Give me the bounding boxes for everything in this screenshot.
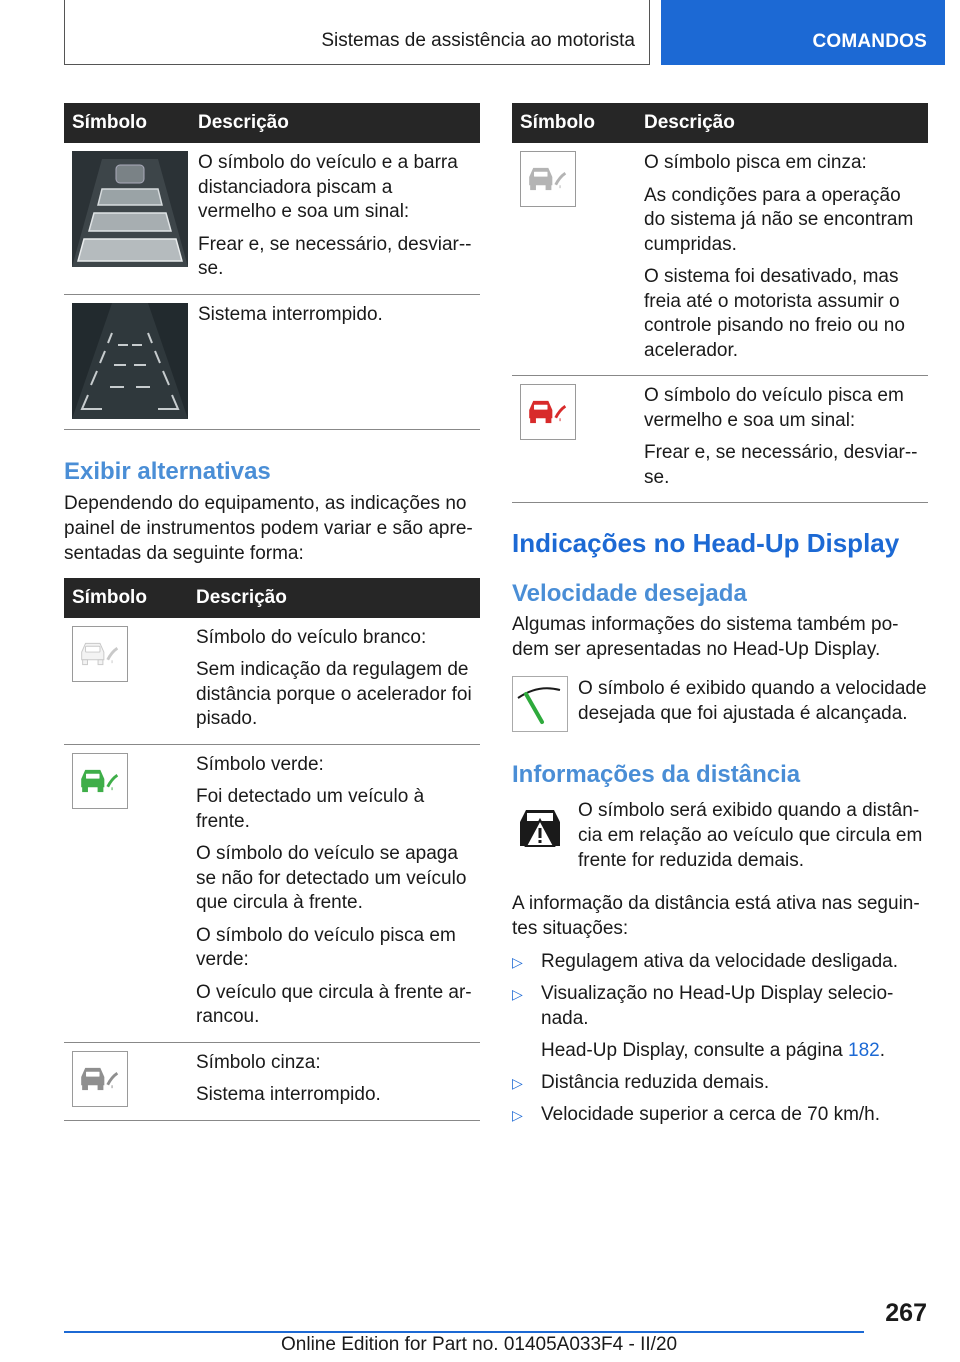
list-item: ▷ Regulagem ativa da velocidade desligada. (512, 949, 928, 974)
footer-edition: Online Edition for Part no. 01405A033F4 - II/20 (281, 1334, 678, 1355)
table-row (64, 143, 480, 294)
symbol-table-3 (512, 103, 928, 503)
row-line: Frear e, se necessário, desviar--se. (644, 442, 918, 488)
display-system-interrupted-icon (72, 303, 188, 419)
col-desc-header: Descrição (634, 103, 928, 143)
row-line: O veículo que circula à frente ar-rancou. (196, 981, 472, 1027)
chapter-label: COMANDOS (812, 31, 927, 52)
chapter-tab[interactable] (661, 0, 945, 65)
alt-intro: Dependendo do equipamento, as indicações no painel de instrumentos podem variar e são apre-sentadas da seguinte forma: (64, 492, 473, 564)
row-line: O sistema foi desativado, mas freia até o motorista assumir o controle pisando no freio ou no acelerador. (644, 266, 905, 361)
list-item: ▷ Distância reduzida demais. (512, 1070, 928, 1095)
row-line: O símbolo do veículo e a barra distanciadora piscam a vermelho e soa um sinal: (198, 152, 458, 222)
vehicle-green-icon (72, 753, 128, 809)
header-title-box (64, 0, 650, 65)
vehicle-red-icon (520, 384, 576, 440)
row-line: Foi detectado um veículo à frente. (196, 786, 425, 832)
table-row (64, 618, 480, 745)
right-column (512, 103, 928, 1134)
vehicle-white-icon (72, 626, 128, 682)
table-row (512, 143, 928, 376)
row-line: O símbolo do veículo se apaga se não for detectado um veículo que circula à frente. (196, 843, 467, 913)
vehicle-gray-icon (72, 1051, 128, 1107)
table-row (64, 1042, 480, 1120)
col-symbol-header: Símbolo (512, 103, 634, 143)
triangle-bullet-icon: ▷ (512, 986, 523, 1002)
row-line: O símbolo do veículo pisca em verde: (196, 924, 456, 970)
speed-reached-icon (512, 676, 568, 732)
speed-icon-row (512, 676, 928, 732)
dist-bullets-2 (512, 1070, 928, 1127)
speed-heading: Velocidade desejada (512, 580, 747, 607)
page-link[interactable]: 182 (848, 1040, 880, 1061)
row-line: Símbolo do veículo branco: (196, 626, 427, 648)
row-line: Sem indicação da regulagem de distância porque o acelerador foi pisado. (196, 659, 472, 729)
table-row (512, 376, 928, 503)
symbol-table-1 (64, 103, 480, 430)
distance-warning-icon (512, 798, 568, 854)
table-row (64, 294, 480, 429)
col-desc-header: Descrição (188, 103, 480, 143)
dist-icon-row (512, 798, 928, 873)
row-line: Frear e, se necessário, desviar--se. (198, 233, 472, 279)
vehicle-gray-blink-icon (520, 151, 576, 207)
row-line: Símbolo cinza: (196, 1051, 321, 1073)
col-symbol-header: Símbolo (64, 578, 186, 618)
footer-divider (64, 1331, 864, 1333)
row-line: Sistema interrompido. (196, 1084, 381, 1105)
list-item: ▷ Velocidade superior a cerca de 70 km/h. (512, 1102, 928, 1127)
dist-heading: Informações da distância (512, 761, 801, 788)
list-item: ▷ Visualização no Head-Up Display selecio-nada. (512, 983, 894, 1029)
hud-reference: Head-Up Display, consulte a página 182. (541, 1040, 885, 1061)
left-column (64, 103, 480, 1121)
hud-heading: Indicações no Head-Up Display (512, 528, 900, 558)
triangle-bullet-icon: ▷ (512, 1107, 523, 1123)
alt-heading: Exibir alternativas (64, 457, 271, 485)
display-warning-red-distance-icon (72, 151, 188, 267)
speed-icon-text: O símbolo é exibido quando a velocidade desejada que foi ajustada é alcançada. (578, 678, 927, 724)
col-desc-header: Descrição (186, 578, 480, 618)
dist-bullets (512, 949, 928, 1031)
row-line: O símbolo pisca em cinza: (644, 152, 867, 173)
speed-intro: Algumas informações do sistema também po-dem ser apresentadas no Head-Up Display. (512, 614, 899, 660)
triangle-bullet-icon: ▷ (512, 954, 523, 970)
row-line: Símbolo verde: (196, 753, 324, 775)
triangle-bullet-icon: ▷ (512, 1075, 523, 1091)
table-row (64, 744, 480, 1042)
row-line: O símbolo do veículo pisca em vermelho e soa um sinal: (644, 385, 904, 431)
row-line: As condições para a operação do sistema já não se encontram cumpridas. (644, 184, 914, 255)
row-line: Sistema interrompido. (198, 303, 383, 325)
page-number: 267 (885, 1299, 927, 1327)
section-title: Sistemas de assistência ao motorista (321, 30, 635, 51)
col-symbol-header: Símbolo (64, 103, 188, 143)
symbol-table-2 (64, 578, 480, 1121)
dist-icon-text: O símbolo será exibido quando a distân-cia em relação ao veículo que circula em frente for reduzida demais. (578, 800, 923, 871)
dist-intro: A informação da distância está ativa nas seguin-tes situações: (512, 893, 920, 939)
